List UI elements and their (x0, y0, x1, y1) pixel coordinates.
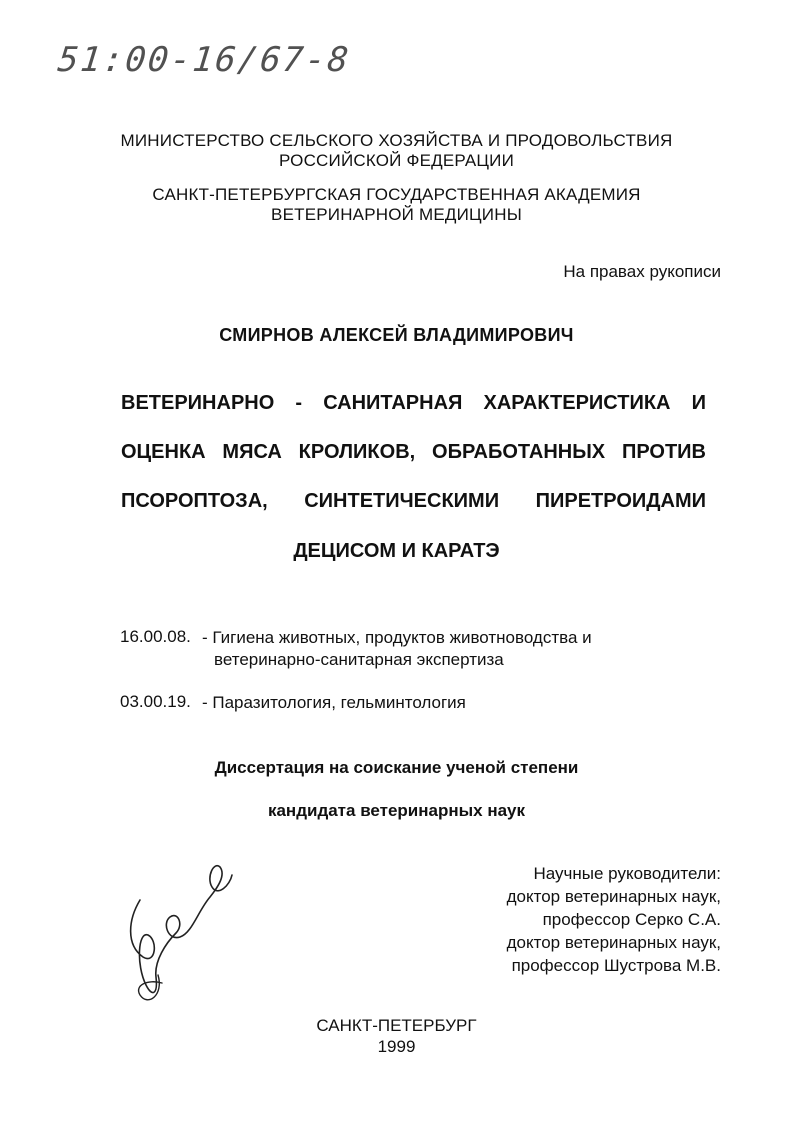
academy-line-1: САНКТ-ПЕТЕРБУРГСКАЯ ГОСУДАРСТВЕННАЯ АКАДЕМИЯ (152, 185, 641, 204)
supervisor-1-title: доктор ветеринарных наук, (506, 887, 721, 906)
specialty-code-2: 03.00.19. (120, 692, 191, 711)
specialty-text-1 (202, 627, 592, 671)
degree-line-1: Диссертация на соискание ученой степени (214, 758, 579, 777)
city: САНКТ-ПЕТЕРБУРГ (316, 1016, 477, 1035)
title-line-4: ДЕЦИСОМ И КАРАТЭ (293, 540, 500, 562)
supervisor-2-title: доктор ветеринарных наук, (506, 933, 721, 952)
supervisor-2-name: профессор Шустрова М.В. (511, 956, 721, 975)
degree-line-2: кандидата ветеринарных наук (267, 801, 526, 820)
ministry-line-2: РОССИЙСКОЙ ФЕДЕРАЦИИ (278, 151, 514, 170)
manuscript-note: На правах рукописи (563, 262, 721, 281)
supervisor-1-name: профессор Серко С.А. (542, 910, 721, 929)
specialty-text-1-line-2: ветеринарно-санитарная экспертиза (214, 650, 504, 669)
title-line-3: ПСОРОПТОЗА, СИНТЕТИЧЕСКИМИ ПИРЕТРОИДАМИ (121, 490, 706, 512)
title-line-2: ОЦЕНКА МЯСА КРОЛИКОВ, ОБРАБОТАННЫХ ПРОТИВ (121, 441, 706, 463)
year: 1999 (377, 1037, 416, 1056)
specialty-code-1: 16.00.08. (120, 627, 191, 646)
specialty-text-1-line-1: - Гигиена животных, продуктов животноводства и (202, 628, 592, 647)
handwritten-signature (118, 845, 238, 1010)
title-line-1: ВЕТЕРИНАРНО - САНИТАРНАЯ ХАРАКТЕРИСТИКА И (121, 392, 706, 414)
ministry-header (0, 131, 793, 171)
ministry-line-1: МИНИСТЕРСТВО СЕЛЬСКОГО ХОЗЯЙСТВА И ПРОДОВОЛЬСТВИЯ (120, 131, 673, 150)
author-name: СМИРНОВ АЛЕКСЕЙ ВЛАДИМИРОВИЧ (219, 325, 574, 345)
archive-stamp-number: 51:00-16/67-8 (55, 40, 353, 80)
supervisors-heading: Научные руководители: (533, 864, 721, 883)
academy-line-2: ВЕТЕРИНАРНОЙ МЕДИЦИНЫ (271, 205, 522, 224)
place-and-year (0, 1015, 793, 1057)
specialty-text-2: - Паразитология, гельминтология (202, 693, 466, 712)
academy-header (0, 185, 793, 225)
scientific-supervisors (507, 862, 721, 977)
